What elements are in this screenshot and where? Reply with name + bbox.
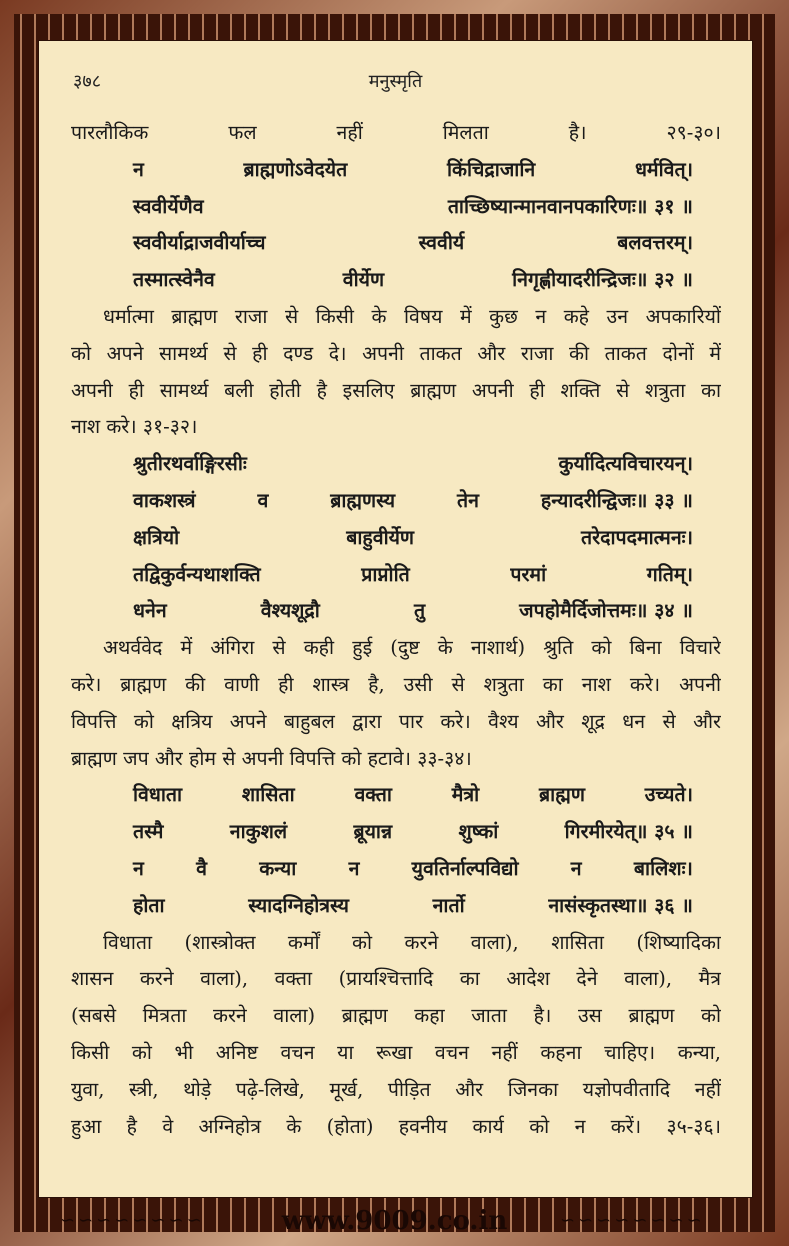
verse-line: [71, 814, 721, 851]
verse-word: तु: [413, 599, 426, 623]
verse-word: नासंस्कृतस्था॥ ३६ ॥: [548, 893, 693, 917]
verse-line: [71, 189, 721, 226]
verse-word: मैत्रो: [451, 783, 480, 807]
book-page: [38, 40, 753, 1198]
verse-word: न: [133, 157, 144, 181]
verse-word: निगृह्णीयादरीन्द्रिजः॥ ३२ ॥: [512, 268, 693, 292]
footer-ornament-right: ∽∽∽∽∽∽∽∽: [560, 1210, 705, 1231]
verse-word: नार्तो: [432, 893, 465, 917]
verse-word: बालिशः।: [633, 856, 693, 880]
verse-word: गतिम्।: [646, 562, 693, 586]
prose-line: नाश करे। ३१-३२।: [71, 415, 198, 439]
page-header: [39, 69, 752, 93]
verse-word: तस्मात्स्वेनैव: [133, 268, 215, 292]
page-number: ३७८: [73, 71, 102, 92]
prose-line: किसी को भी अनिष्ट वचन या रूखा वचन नहीं कहना चाहिए। कन्या,: [71, 1040, 721, 1064]
page-body: [71, 115, 721, 1145]
verse-word: वै: [196, 856, 207, 880]
verse-word: ब्राह्मणस्य: [330, 488, 396, 512]
verse-word: व: [257, 488, 269, 512]
verse-word: वीर्येण: [342, 268, 385, 292]
prose-line: शासन करने वाला), वक्ता (प्रायश्चित्तादि का आदेश देने वाला), मैत्र: [71, 967, 721, 991]
verse-word: श्रुतीरथर्वाङ्गिरसीः: [133, 452, 247, 476]
verse-word: बलवत्तरम्।: [617, 231, 693, 255]
verse-word: किंचिद्राजानि: [446, 157, 536, 181]
verse-line: [71, 593, 721, 630]
verse-word: तरेदापदमात्मनः।: [581, 525, 693, 549]
prose-line: अथर्ववेद में अंगिरा से कही हुई (दुष्ट के नाशार्थ) श्रुति को बिना विचारे: [103, 636, 721, 660]
website-footer: www.9009.co.in: [281, 1206, 508, 1236]
footer-ornament-left: ∽∽∽∽∽∽∽∽: [60, 1210, 205, 1231]
verse-line: [71, 520, 721, 557]
verse-word: ताच्छिष्यान्मानवानपकारिणः॥ ३१ ॥: [447, 194, 693, 218]
verse-word: उच्यते।: [644, 783, 693, 807]
prose-line: करे। ब्राह्मण की वाणी ही शास्त्र है, उसी से शत्रुता का नाश करे। अपनी: [71, 672, 721, 696]
verse-word: न: [133, 856, 144, 880]
verse-word: तेन: [457, 488, 479, 512]
verse-word: हन्यादरीन्द्विजः॥ ३३ ॥: [540, 488, 693, 512]
verse-word: वैश्यशूद्रौ: [260, 599, 320, 623]
verse-line: [71, 851, 721, 888]
verse-word: स्ववीर्येणैव: [133, 194, 204, 218]
verse-word: न: [348, 856, 360, 880]
verse-line: [71, 446, 721, 483]
prose-line: हुआ है वे अग्निहोत्र के (होता) हवनीय कार्य को न करें। ३५-३६।: [71, 1114, 721, 1138]
prose-line: पारलौकिक फल नहीं मिलता है। २९-३०।: [71, 121, 721, 144]
verse-line: [71, 483, 721, 520]
verse-word: विधाता: [133, 783, 183, 807]
verse-word: धर्मवित्।: [634, 157, 693, 181]
verse-word: जपहोमैर्दिजोत्तमः॥ ३४ ॥: [519, 599, 693, 623]
verse-word: कुर्यादित्यविचारयन्।: [558, 452, 693, 476]
verse-word: धनेन: [133, 599, 167, 623]
verse-word: स्ववीर्य: [418, 231, 465, 255]
verse-line: [71, 225, 721, 262]
verse-word: शुष्कां: [458, 820, 499, 844]
verse-line: [71, 888, 721, 925]
verse-line: [71, 262, 721, 299]
prose-line: (सबसे मित्रता करने वाला) ब्राह्मण कहा जाता है। उस ब्राह्मण को: [71, 1004, 721, 1028]
prose-line: को अपने सामर्थ्य से ही दण्ड दे। अपनी ताकत और राजा की ताकत दोनों में: [71, 341, 721, 365]
verse-word: तद्विकुर्वन्यथाशक्ति: [133, 562, 261, 586]
verse-word: स्यादग्निहोत्रस्य: [248, 893, 349, 917]
verse-line: [71, 152, 721, 189]
verse-word: परमां: [510, 562, 547, 586]
verse-word: होता: [133, 893, 165, 917]
prose-line: युवा, स्त्री, थोड़े पढ़े-लिखे, मूर्ख, पीड़ित और जिनका यज्ञोपवीतादि नहीं: [71, 1077, 721, 1101]
verse-line: [71, 557, 721, 594]
verse-word: नाकुशलं: [229, 820, 288, 844]
prose-line: अपनी ही सामर्थ्य बली होती है इसलिए ब्राह्मण अपनी ही शक्ति से शत्रुता का: [71, 378, 721, 402]
verse-word: कन्या: [259, 856, 297, 880]
verse-word: ब्रूयान्न: [353, 820, 393, 844]
page-title: मनुस्मृति: [368, 71, 423, 92]
prose-line: विधाता (शास्त्रोक्त कर्मों को करने वाला), शासिता (शिष्यादिका: [103, 930, 721, 954]
verse-word: वक्ता: [354, 783, 392, 807]
verse-word: तस्मै: [133, 820, 164, 844]
verse-word: क्षत्रियो: [133, 525, 180, 549]
verse-word: ब्राह्मण: [539, 783, 585, 807]
verse-word: युवतिर्नाल्पविद्यो: [411, 856, 519, 880]
verse-word: स्ववीर्याद्राजवीर्याच्च: [133, 231, 266, 255]
verse-word: ब्राह्मणोऽवेदयेत: [243, 157, 348, 181]
verse-word: वाकशस्त्रं: [133, 488, 196, 512]
prose-line: विपत्ति को क्षत्रिय अपने बाहुबल द्वारा पार करे। वैश्य और शूद्र धन से और: [71, 709, 721, 733]
prose-line: ब्राह्मण जप और होम से अपनी विपत्ति को हटावे। ३३-३४।: [71, 746, 472, 770]
verse-word: गिरमीरयेत्॥ ३५ ॥: [564, 820, 693, 844]
verse-word: प्राप्नोति: [361, 562, 410, 586]
verse-line: [71, 777, 721, 814]
prose-line: धर्मात्मा ब्राह्मण राजा से किसी के विषय में कुछ न कहे उन अपकारियों: [103, 304, 721, 328]
verse-word: बाहुवीर्येण: [346, 525, 415, 549]
verse-word: न: [570, 856, 582, 880]
verse-word: शासिता: [241, 783, 295, 807]
